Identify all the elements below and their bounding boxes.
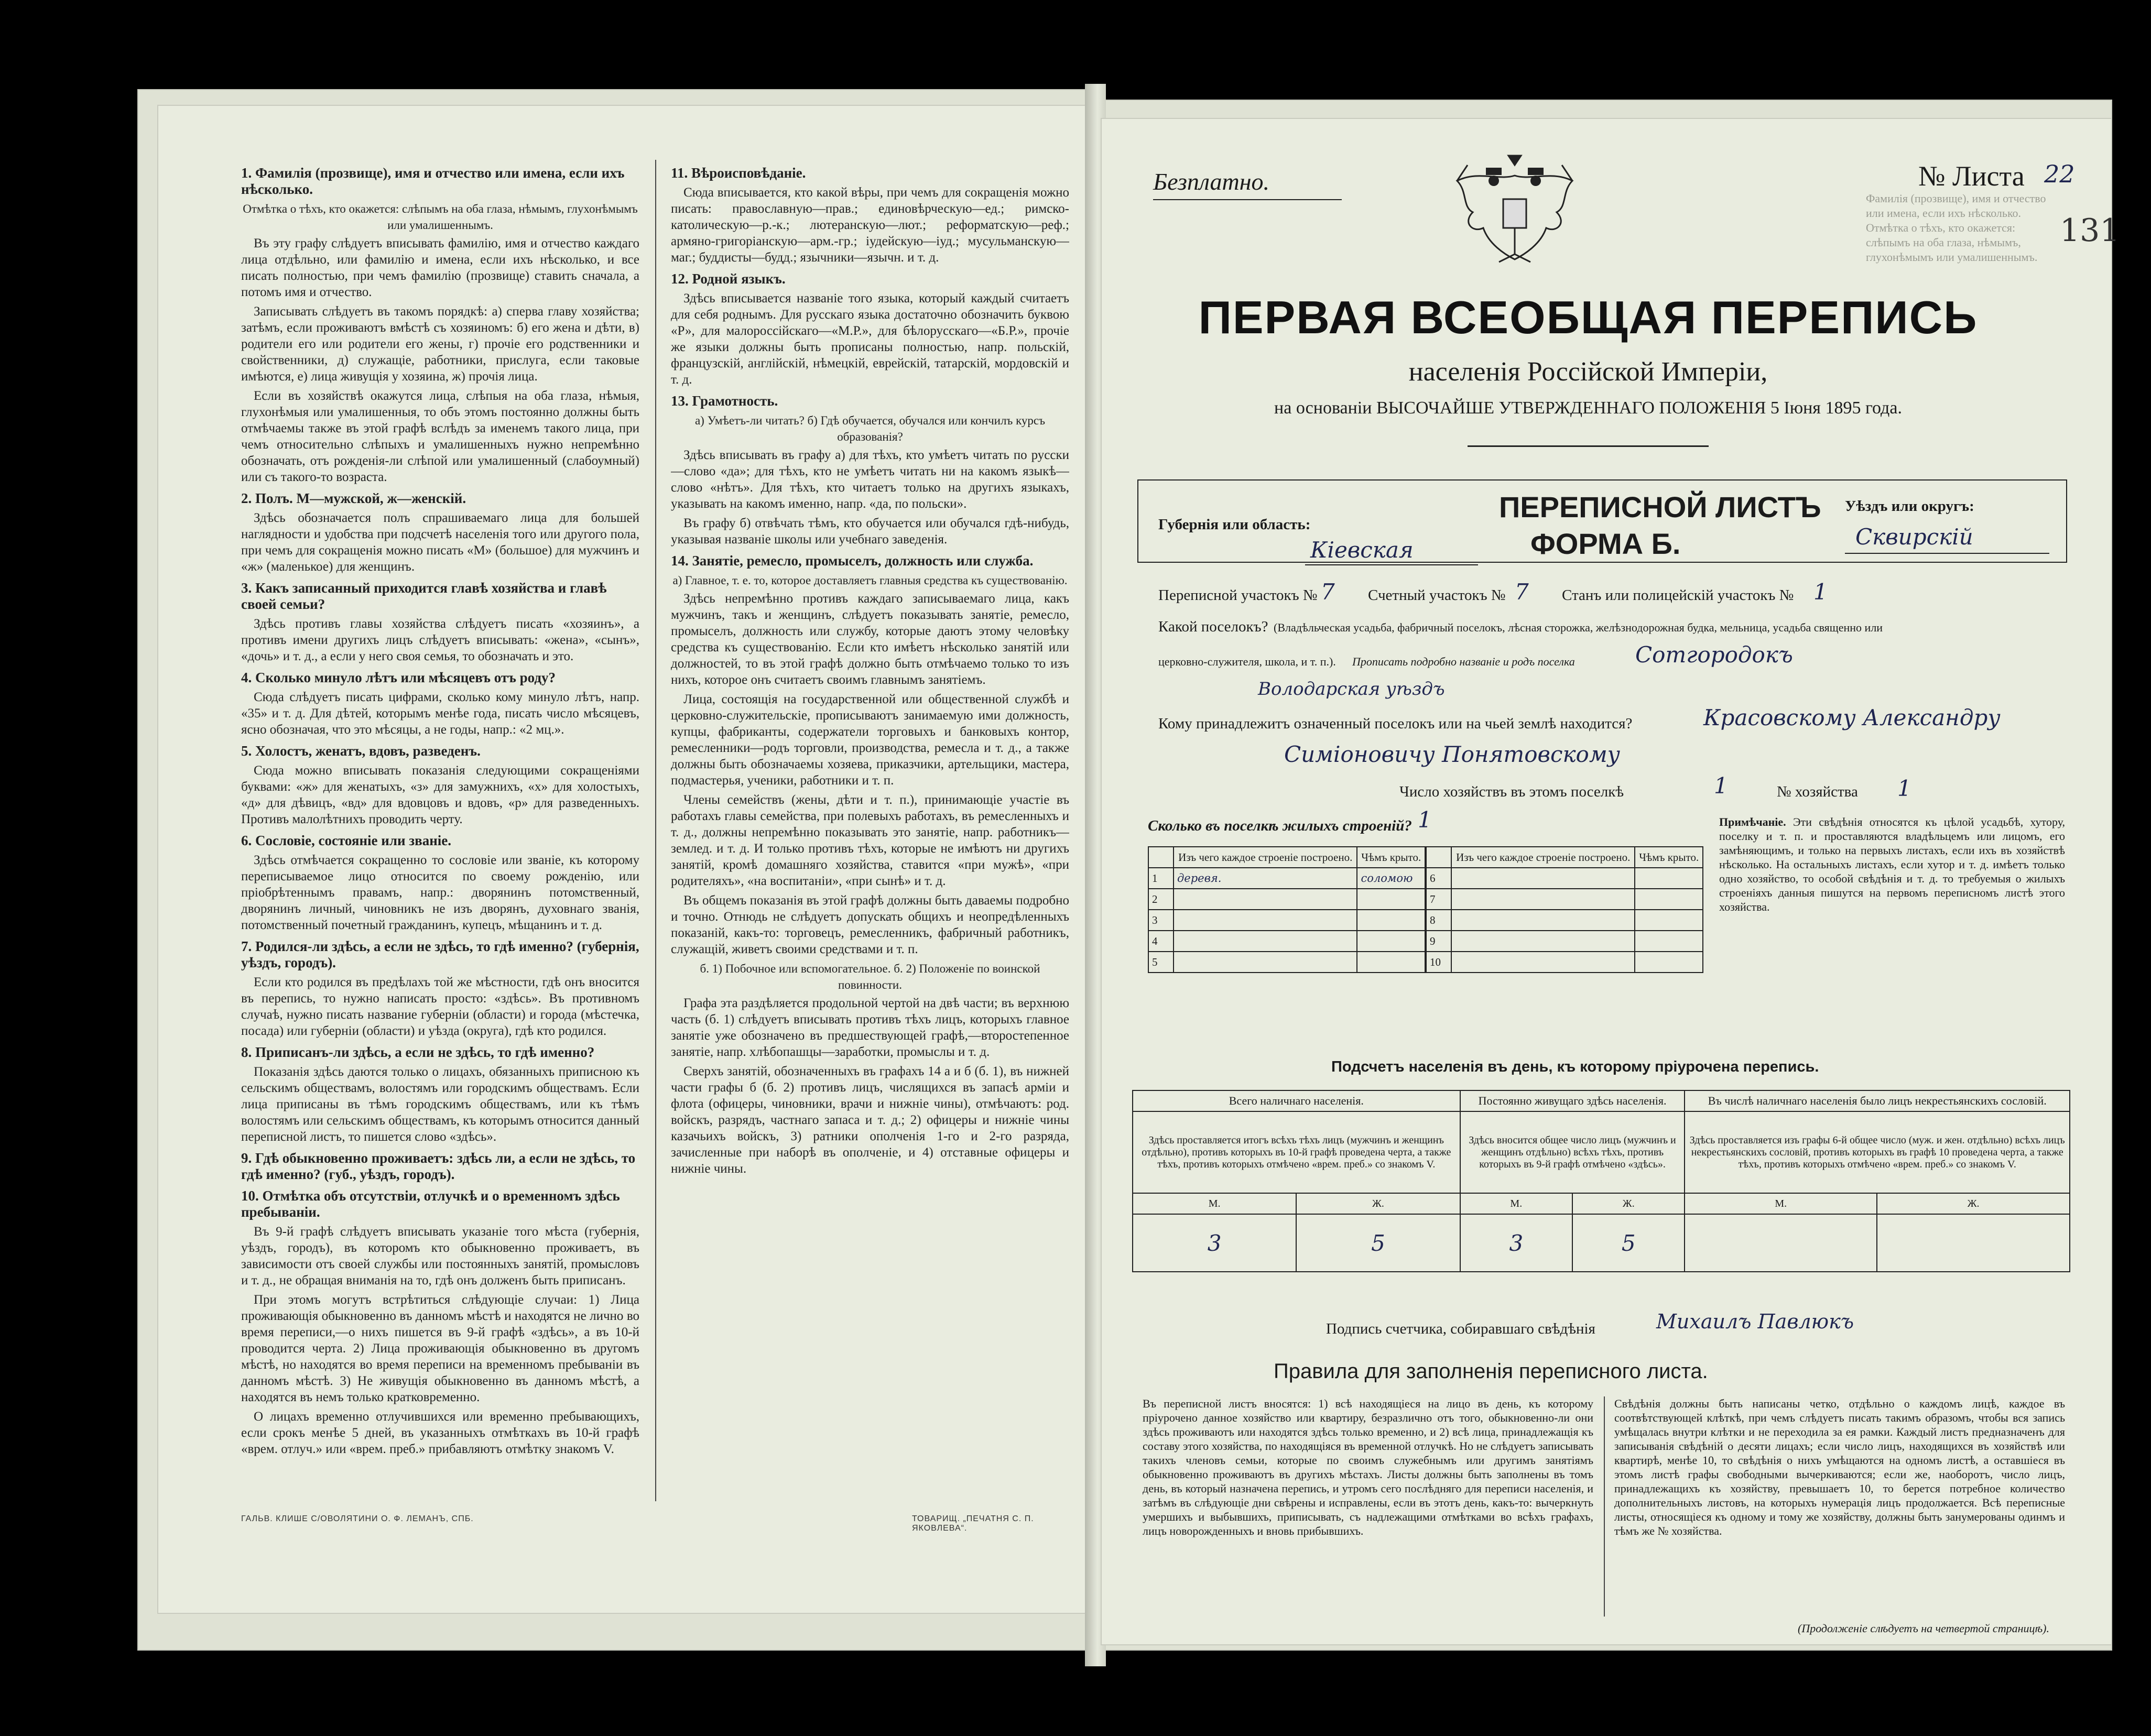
instruction-paragraph: а) Главное, т. е. то, которое доставляетъ главныя средства къ существованію. [672, 574, 1068, 587]
total-female-count: 5 [1296, 1214, 1460, 1272]
section-heading: 7. Родился-ли здѣсь, а если не здѣсь, то гдѣ именно? (губернія, уѣздъ, городъ). [241, 938, 639, 970]
printer-mark-left: ГАЛЬВ. КЛИШЕ С/ОВОЛЯТИНИ О. Ф. ЛЕМАНЪ, СПБ. [241, 1514, 474, 1523]
guberniya-underline [1305, 564, 1478, 565]
instruction-paragraph: Въ общемъ показанія въ этой графѣ должны быть даваемы подробно и точно. Отнюдь не слѣдуетъ допускать общихъ и неопредѣленныхъ показаній, какъ-то: торговецъ, ремесленникъ, фабричный работникъ, служащій, живетъ своими средствами и т. п. [671, 893, 1069, 956]
building-row [1426, 910, 1703, 931]
building-row [1426, 868, 1703, 889]
settlement-label: Какой поселокъ? [1158, 618, 1268, 635]
buildings-table-right [1426, 846, 1703, 973]
resident-female-count: 5 [1572, 1214, 1685, 1272]
printer-mark-right: ТОВАРИЩ. „ПЕЧАТНЯ С. П. ЯКОВЛЕВА“. [912, 1514, 1034, 1533]
instruction-paragraph: Если въ хозяйствѣ окажутся лица, слѣпыя на оба глаза, нѣмыя, глухонѣмыя или умалишенныя, то объ этомъ постоянно должны быть отмѣчаемы также въ этой графѣ вслѣдъ за именемъ такого лица, при чемъ относительно слѣпыхъ и умалишенныхъ нужно непремѣнно обозначать, отъ рожденія-ли слѣпой или умалишенный (слабоумный) или съ такого-то возраста. [241, 389, 639, 484]
non-peasant-female-count [1877, 1214, 2070, 1272]
male-label: М. [1133, 1193, 1296, 1214]
building-number: 1 [1148, 868, 1174, 889]
stan-value: 1 [1813, 579, 1828, 605]
building-material [1174, 931, 1357, 952]
section-heading: 13. Грамотность. [671, 393, 778, 409]
instruction-paragraph: б. 1) Побочное или вспомогательное. б. 2) Положеніе по воинской повинности. [700, 962, 1040, 991]
settlement-hint-3: Прописать подробно названіе и родъ поселка [1352, 655, 1575, 668]
non-peasant-note: Здѣсь проставляется изъ графы 6-й общее число (муж. и жен. отдѣльно) всѣхъ лицъ некрестьянскихъ сословій, противъ которыхъ въ графѣ 10 проведена черта, а также тѣхъ, противъ которыхъ отмѣчено «врем. преб.» со знакомъ V. [1685, 1111, 2070, 1193]
resident-population-header: Постоянно живущаго здѣсь населенія. [1460, 1090, 1685, 1111]
right-page [1101, 118, 2120, 1645]
section-heading: 1. Фамилія (прозвище), имя и отчество или имена, если ихъ нѣсколько. [241, 165, 625, 197]
left-column-instructions [241, 160, 639, 1501]
building-roof [1357, 952, 1425, 973]
count-district-label: Счетный участокъ № [1368, 587, 1506, 604]
owner-value-2: Симіоновичу Понятовскому [1284, 741, 1621, 767]
census-subtitle: населенія Россійской Имперіи, [1408, 357, 1768, 387]
instruction-paragraph: Показанія здѣсь даются только о лицахъ, обязанныхъ приписною къ сельскимъ обществамъ, волостямъ или городскимъ обществамъ. Если лица приписаны въ тѣмъ городскимъ обществамъ, или къ тѣмъ волостямъ или сельскимъ обществамъ, къ которымъ относится данный переписной листъ, то пишется слово «здѣсь». [241, 1065, 639, 1144]
instruction-paragraph: Въ эту графу слѣдуетъ вписывать фамилію, имя и отчество каждаго лица отдѣльно, или фамилію и имена, если ихъ нѣсколько, и все писать полностью, при чемъ фамилію (прозвище) ставить сначала, а потомъ имя и отчество. [241, 236, 639, 299]
left-page [157, 105, 1090, 1614]
building-material [1174, 889, 1357, 910]
building-material [1174, 910, 1357, 931]
building-number: 3 [1148, 910, 1174, 931]
instruction-paragraph: О лицахъ временно отлучившихся или временно пребывающихъ, если срокъ менѣе 5 дней, въ указанныхъ отмѣткахъ въ 10-й графѣ «врем. отлуч.» или «врем. преб.» прибавляютъ отмѣтку знакомъ V. [241, 1410, 639, 1456]
population-table [1132, 1090, 2070, 1272]
population-title: Подсчетъ населенія въ день, къ которому пріурочена перепись. [1331, 1058, 1819, 1075]
material-column-header: Изъ чего каждое строеніе построено. [1174, 847, 1357, 868]
guberniya-label: Губернія или область: [1158, 516, 1311, 533]
settlement-value-2: Володарская уѣздъ [1258, 679, 1445, 700]
building-row [1148, 952, 1425, 973]
instruction-paragraph: Здѣсь вписывается названіе того языка, который каждый считаетъ для себя роднымъ. Для русскаго языка достаточно обозначить буквою «Р», для малороссійскаго—«М.Р.», для бѣлорусскаго—«Б.Р.», прочіе же языки должны быть прописаны полностью, напр. польскій, французскій, англійскій, нѣмецкій, еврейскій, татарскій, мордовскій и т. д. [671, 291, 1069, 387]
section-heading: 3. Какъ записанный приходится главѣ хозяйства и главѣ своей семьи? [241, 580, 607, 612]
buildings-label: Сколько въ поселкѣ жилыхъ строеній? [1148, 817, 1412, 834]
title-divider [1468, 445, 1709, 447]
rules-right-text: Свѣдѣнія должны быть написаны четко, отдѣльно о каждомъ лицѣ, каждое въ соотвѣтствующей клѣткѣ, при чемъ слѣдуетъ писать такимъ образомъ, чтобы вся запись умѣщалась внутри клѣтки и не переходила за ея рамки. Каждый листъ предназначенъ для записыванія свѣдѣній о десяти лицахъ; если число лицъ, находящихся въ хозяйствѣ или квартирѣ, менѣе 10, то свѣдѣнія о нихъ умѣщаются на одномъ листѣ, а оставшіеся въ этомъ листѣ графы свободными вычеркиваются; если же, наоборотъ, число лицъ, принадлежащихъ къ хозяйству, превышаетъ 10, то берется потребное количество дополнительныхъ листовъ, на которыхъ нумерація лицъ продолжается. Всѣ переписные листы, относящіеся къ одному и тому же хозяйству, должны быть занумерованы одинмъ и тѣмъ же № хозяйства. [1614, 1397, 2065, 1537]
imperial-eagle-emblem [1436, 149, 1593, 275]
instruction-paragraph: Въ 9-й графѣ слѣдуетъ вписывать указаніе того мѣста (губернія, уѣздъ, городъ), въ которомъ кто обыкновенно проживаетъ, въ зависимости отъ своей службы или постоянныхъ занятій, промысловъ и т. д., не обращая вниманія на то, гдѣ онъ долженъ быть приписанъ. [241, 1225, 639, 1287]
section-heading: 10. Отмѣтка объ отсутствіи, отлучкѣ и о временномъ здѣсь пребываніи. [241, 1188, 620, 1220]
instruction-paragraph: Лица, состоящія на государственной или общественной службѣ и церковно-служительскіе, прописываютъ занимаемую ими должность, купцы, фабриканты, содержатели торговыхъ и банковыхъ контор, ремесленники—родъ торговли, производства, ремесла и т. д., а также должны быть обозначаемы хозяева, приказчики, артельщики, мастера, подмастерья, ученики, работники и т. п. [671, 692, 1069, 788]
settlement-value: Сотгородокъ [1635, 642, 1793, 668]
instruction-paragraph: Графа эта раздѣляется продольной чертой на двѣ части; въ верхнюю часть (б. 1) слѣдуетъ вписывать противъ тѣхъ лицъ, которыхъ главное занятіе уже обозначено въ предшествующей графѣ,—второстепенное занятіе, напр. хлѣбопашцы—заработки, промыслы и т. д. [671, 996, 1069, 1059]
building-roof [1357, 910, 1425, 931]
instruction-paragraph: Здѣсь отмѣчается сокращенно то сословіе или званіе, къ которому переписываемое лицо относится по своему рожденію, или пріобрѣтеннымъ правамъ, напр.: дворянинъ потомственный, дворянинъ личный, чиновникъ не изъ дворянъ, духовнаго званія, потомственный почетный гражданинъ, купецъ, мѣщанинъ и т. д. [241, 853, 639, 932]
building-row [1426, 889, 1703, 910]
instruction-paragraph: Сюда вписывается, кто какой вѣры, при чемъ для сокращенія можно писать: православную—прав.; единовѣрческую—ед.; римско-католическую—р.-к.; лютеранскую—лют.; реформатскую—реф.; армяно-григоріанскую—арм.-гр.; іудейскую—іуд.; мусульманскую—маг.; буддисты—будд.; язычники—язычн. и т. д. [671, 185, 1069, 265]
column-divider [655, 160, 656, 1501]
remark-title: Примѣчаніе. [1719, 815, 1786, 828]
instruction-paragraph: Записывать слѣдуетъ въ такомъ порядкѣ: а) сперва главу хозяйства; затѣмъ, если проживаютъ вмѣстѣ съ хозяиномъ: б) его жена и дѣти, в) родители его или родители его жены, г) прочіе его родственники и свойственники, д) служащіе, работники, прислуга, если таковые имѣются, е) лица живущія у хозяина, ж) прочія лица. [241, 304, 639, 384]
section-heading: 8. Приписанъ-ли здѣсь, а если не здѣсь, то гдѣ именно? [241, 1044, 595, 1060]
rules-left-text: Въ переписной листъ вносятся: 1) всѣ находящіеся на лицо въ день, къ которому пріурочено данное хозяйство или квартиру, безразлично отъ того, обыкновенно-ли они здѣсь проживаютъ или находятся здѣсь только временно, и 2) всѣ лица, принадлежащія къ составу этого хозяйства, по находящіяся въ временной отлучкѣ. Но не слѣдуетъ записывать такихъ членовъ семьи, которые по своимъ служебнымъ или другимъ занятіямъ обыкновенно проживаютъ въ другихъ мѣстахъ. Листы должны быть заполнены въ томъ день, въ который назначена перепись, и утромъ сего послѣдняго для переписи населенія, и затѣмъ въ слѣдующіе дни свѣрены и исправлены, если въ этотъ день, какъ-то: вычеркнуть умершихъ и выбывшихъ, приписывать, съ надлежащими отмѣтками во всѣхъ графахъ, лицъ новорожденныхъ и вновь прибывшихъ. [1143, 1397, 1593, 1537]
census-district-label: Переписной участокъ № [1158, 587, 1318, 604]
continuation-note: (Продолженіе слѣдуетъ на четвертой страницѣ). [1798, 1622, 2049, 1635]
guberniya-value: Кіевская [1310, 537, 1414, 563]
instruction-paragraph: Сюда можно вписывать показанія следующими сокращеніями буквами: «ж» для женатыхъ, «з» для замужнихъ, «х» для холостыхъ, «д» для дѣвицъ, «вд» для вдовцовъ и вдовъ, «р» для разведенныхъ. Противъ малолѣтнихъ проводить черту. [241, 763, 639, 826]
building-roof [1357, 889, 1425, 910]
section-heading: 11. Вѣроисповѣданіе. [671, 165, 806, 181]
households-label: Число хозяйствъ въ этомъ поселкѣ [1399, 783, 1624, 800]
building-number: 9 [1426, 931, 1451, 952]
instruction-paragraph: Здѣсь вписывать въ графу а) для тѣхъ, кто умѣетъ читать по русски—слово «да»; для тѣхъ, кто не умѣетъ читать ни на какомъ языкѣ—слово «нѣтъ». Для тѣхъ, кто читаетъ только на другихъ языкахъ, указывать на какомъ именно, напр. «да, по польски». [671, 448, 1069, 511]
building-material [1451, 868, 1635, 889]
instruction-paragraph: Здѣсь обозначается полъ спрашиваемаго лица для большей наглядности и удобства при подсчетѣ населенія того или другого пола, при чемъ для сокращенія можно писать «М» (большое) для мужчинъ и «ж» (маленькое) для женщинъ. [241, 511, 639, 574]
ghost-header-text: Фамилія (прозвище), имя и отчество или имена, если ихъ нѣсколько. Отмѣтка о тѣхъ, кто окажется: слѣпымъ на оба глаза, нѣмымъ, глухонѣмымъ или умалишеннымъ. [1866, 192, 2046, 264]
signature-label: Подпись счетчика, собиравшаго свѣдѣнія [1326, 1320, 1595, 1337]
rules-title: Правила для заполненія переписного листа. [1274, 1360, 1708, 1383]
remark-text: Эти свѣдѣнія относятся къ цѣлой усадьбѣ, хутору, поселку и т. п. и проставляются владѣльцемъ или лицомъ, его замѣняющимъ, и только на первыхъ листахъ, если ихъ въ хозяйствѣ нѣсколько. На остальныхъ листахъ, если хутор и т. д. имѣетъ только одно хозяйство, то особой свѣдѣнія и т. д. то требуемыя о жилыхъ строеніяхъ данныя пишутся на первомъ переписномъ листѣ этого хозяйства. [1719, 815, 2065, 913]
male-label: М. [1460, 1193, 1572, 1214]
section-heading: 2. Полъ. М—мужской, ж—женскій. [241, 490, 466, 506]
free-label: Безплатно. [1153, 168, 1270, 195]
total-population-note: Здѣсь проставляется итогъ всѣхъ тѣхъ лицъ (мужчинъ и женщинъ отдѣльно), противъ которыхъ въ 10-й графѣ проведена черта, а также тѣхъ, противъ которыхъ отмѣчено «врем. преб.» со знакомъ V. [1133, 1111, 1460, 1193]
material-column-header: Изъ чего каждое строеніе построено. [1451, 847, 1635, 868]
roof-column-header: Чѣмъ крыто. [1357, 847, 1425, 868]
rules-divider [1604, 1396, 1605, 1617]
building-row [1148, 889, 1425, 910]
building-row [1426, 952, 1703, 973]
instruction-paragraph: Если кто родился въ предѣлахъ той же мѣстности, гдѣ онъ вносится въ перепись, то нужно написать просто: «здѣсь». Въ противномъ случаѣ, нужно писать название губерніи (области) и города (мѣстечка, посада) или губерніи (области) и уѣзда (округа), гдѣ кто родился. [241, 975, 639, 1038]
form-label: ФОРМА Б. [1530, 527, 1681, 560]
instruction-paragraph: Въ графу б) отвѣчать тѣмъ, кто обучается или обучался гдѣ-нибудь, указывая названіе школы или учебнаго заведенія. [671, 516, 1069, 547]
building-material [1451, 889, 1635, 910]
female-label: Ж. [1572, 1193, 1685, 1214]
sheet-number-value: 22 [2044, 160, 2075, 188]
census-list-title: ПЕРЕПИСНОЙ ЛИСТЪ [1499, 490, 1821, 523]
instruction-paragraph: Здѣсь непремѣнно противъ каждаго записываемаго лица, какъ мужчинъ, такъ и женщинъ, слѣдуетъ показывать занятіе, ремесло, промыселъ, должность или службу, которые даютъ этому человѣку средства къ существованію. Если кто имѣетъ нѣсколько занятій или должностей, то въ этой графѣ должно быть отмѣчаемо только то изъ нихъ, которое онъ считаетъ своимъ главнымъ занятіемъ. [671, 592, 1069, 687]
total-male-count: 3 [1133, 1214, 1296, 1272]
female-label: Ж. [1296, 1193, 1460, 1214]
building-material [1174, 952, 1357, 973]
uezd-label: Уѣздъ или округъ: [1845, 498, 1974, 515]
owner-label: Кому принадлежитъ означенный поселокъ или на чьей землѣ находится? [1158, 715, 1633, 732]
instruction-paragraph: Сверхъ занятій, обозначенныхъ въ графахъ 14 а и б (б. 1), въ нижней части графы б (б. 2) противъ лицъ, числящихся въ запасѣ арміи и флота (офицеры, чиновники, врачи и нижніе чины), отмѣчаютъ: род. войскъ, разрядъ, частнаго запаса и т. д.; 2) офицеры и нижніе чины казачьихъ войскъ, 3) ратники ополченія 1-го и 2-го разряда, зачисленные при наборѣ въ ополченіе, и 4) отставные офицеры и нижніе чины. [671, 1064, 1069, 1176]
building-number: 4 [1148, 931, 1174, 952]
building-material [1451, 931, 1635, 952]
resident-male-count: 3 [1460, 1214, 1572, 1272]
instruction-paragraph: Здѣсь противъ главы хозяйства слѣдуетъ писать «хозяинъ», а противъ имени другихъ лицъ слѣдуетъ вписывать: «жена», «сынъ», «дочь» и т. д., а если у него своя семья, то обозначать и это. [241, 617, 639, 663]
households-value: 1 [1714, 773, 1728, 799]
settlement-hint-2: церковно-служителя, школа, и т. п.). [1158, 655, 1336, 668]
building-number: 5 [1148, 952, 1174, 973]
instruction-paragraph: Члены семействъ (жены, дѣти и т. п.), принимающіе участіе въ работахъ главы семейства, при полевыхъ работахъ, въ ремесленныхъ и т. д., должны непремѣнно показывать это занятіе, напр. работникъ—землед. и т. д. И только противъ тѣхъ, которые не имѣютъ ни другихъ занятій, кромѣ домашняго хозяйства, ставится «при мужѣ», «при родителяхъ», «на воспитаніи», «при сынѣ» и т. д. [671, 793, 1069, 888]
census-main-title: ПЕРВАЯ ВСЕОБЩАЯ ПЕРЕПИСЬ [1198, 291, 1978, 343]
non-peasant-header: Въ числѣ наличнаго населенія было лицъ некрестьянскихъ сословій. [1685, 1090, 2070, 1111]
stan-label: Станъ или полицейскій участокъ № [1562, 587, 1794, 604]
building-roof: соломою [1357, 868, 1425, 889]
buildings-value: 1 [1418, 807, 1432, 833]
female-label: Ж. [1877, 1193, 2070, 1214]
sheet-number-label: № Листа [1918, 160, 2025, 192]
instruction-paragraph: а) Умѣетъ-ли читать? б) Гдѣ обучается, обучался или кончилъ курсъ образованія? [694, 414, 1046, 443]
owner-value: Красовскому Александру [1703, 705, 2001, 730]
building-roof [1635, 910, 1703, 931]
census-basis-line: на основаніи ВЫСОЧАЙШЕ УТВЕРЖДЕННАГО ПОЛОЖЕНІЯ 5 Іюня 1895 года. [1274, 398, 1902, 418]
non-peasant-male-count [1685, 1214, 1877, 1272]
building-material [1451, 952, 1635, 973]
corner-archive-number: 131 [2060, 212, 2120, 249]
building-roof [1635, 931, 1703, 952]
section-heading: 14. Занятіе, ремесло, промыселъ, должность или служба. [671, 553, 1034, 569]
building-row [1148, 868, 1425, 889]
section-heading: 12. Родной языкъ. [671, 271, 786, 287]
count-district-value: 7 [1515, 579, 1529, 605]
census-district-value: 7 [1321, 579, 1335, 605]
instruction-paragraph: Сюда слѣдуетъ писать цифрами, сколько кому минуло лѣтъ, напр. «35» и т. д. Для дѣтей, которымъ менѣе года, писать число мѣсяцевъ, ясно обозначая, что это мѣсяцы, а не годы, напр.: «2 мц.». [241, 690, 639, 737]
building-number: 6 [1426, 868, 1451, 889]
signature-value: Михаилъ Павлюкъ [1656, 1310, 1854, 1333]
male-label: М. [1685, 1193, 1877, 1214]
resident-population-note: Здѣсь вносится общее число лицъ (мужчинъ и женщинъ отдѣльно) всѣхъ тѣхъ, противъ которыхъ въ 9-й графѣ отмѣчено «здѣсь». [1460, 1111, 1685, 1193]
household-number-label: № хозяйства [1777, 783, 1858, 800]
free-underline [1153, 199, 1342, 200]
building-row [1148, 931, 1425, 952]
household-number-value: 1 [1897, 776, 1911, 801]
buildings-remark [1719, 815, 2065, 914]
building-number: 2 [1148, 889, 1174, 910]
total-population-header: Всего наличнаго населенія. [1133, 1090, 1460, 1111]
building-material [1451, 910, 1635, 931]
roof-column-header: Чѣмъ крыто. [1635, 847, 1703, 868]
building-roof [1635, 889, 1703, 910]
uezd-underline [1845, 553, 2049, 554]
building-number: 7 [1426, 889, 1451, 910]
building-row [1426, 931, 1703, 952]
instruction-paragraph: Отмѣтка о тѣхъ, кто окажется: слѣпымъ на оба глаза, нѣмымъ, глухонѣмымъ или умалишеннымъ. [243, 202, 638, 232]
building-number: 10 [1426, 952, 1451, 973]
right-column-instructions [671, 160, 1069, 1501]
instruction-paragraph: При этомъ могутъ встрѣтиться слѣдующіе случаи: 1) Лица проживающія обыкновенно въ данномъ мѣстѣ и находятся не лично во время переписи,—о нихъ пишется въ 9-й графѣ «здѣсь», а въ 10-й проводится черта. 2) Лица проживающія обыкновенно въ другомъ мѣстѣ, но находятся во время переписи на временномъ пребываніи въ данномъ мѣстѣ. 3) Не живущія обыкновенно въ данномъ мѣстѣ, а находятся въ немъ только кратковременно. [241, 1293, 639, 1404]
building-roof [1357, 931, 1425, 952]
building-roof [1635, 952, 1703, 973]
building-number: 8 [1426, 910, 1451, 931]
settlement-hint: (Владѣльческая усадьба, фабричный поселокъ, лѣсная сторожка, желѣзнодорожная будка, мельница, усадьба священно или [1274, 621, 1883, 634]
building-row [1148, 910, 1425, 931]
section-heading: 9. Гдѣ обыкновенно проживаетъ: здѣсь ли, а если не здѣсь, то гдѣ именно? (губ., уѣздъ, городъ). [241, 1150, 636, 1182]
building-material: деревя. [1174, 868, 1357, 889]
building-roof [1635, 868, 1703, 889]
uezd-value: Сквирскій [1855, 524, 1973, 550]
section-heading: 6. Сословіе, состояніе или званіе. [241, 833, 452, 848]
buildings-table-left [1148, 846, 1426, 973]
section-heading: 4. Сколько минуло лѣтъ или мѣсяцевъ отъ роду? [241, 670, 556, 685]
section-heading: 5. Холостъ, женатъ, вдовъ, разведенъ. [241, 743, 481, 759]
